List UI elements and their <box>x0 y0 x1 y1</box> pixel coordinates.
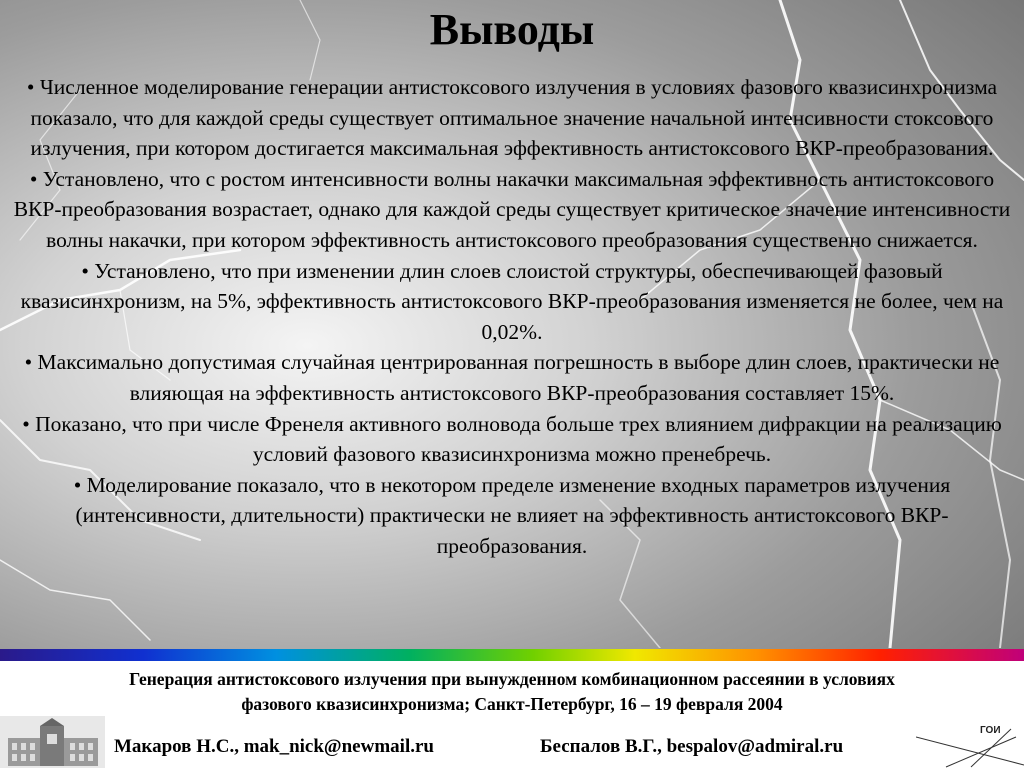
conference-title-line: фазового квазисинхронизма; Санкт-Петербург, 16 – 19 февраля 2004 <box>241 694 783 714</box>
conference-title <box>0 667 1024 717</box>
author-bespalov: Беспалов В.Г., bespalov@admiral.ru <box>540 736 844 757</box>
slide-content <box>10 72 1014 562</box>
slide-title: Выводы <box>429 5 595 54</box>
conference-title-line: Генерация антистоксового излучения при вынужденном комбинационном рассеянии в условиях <box>129 669 895 689</box>
goi-logo-text: ГОИ <box>980 725 1001 736</box>
author-makarov: Макаров Н.С., mak_nick@newmail.ru <box>114 736 434 757</box>
bullet-item: • Численное моделирование генерации антистоксового излучения в условиях фазового квазисинхронизма показало, что для каждой среды существует оптимальное значение начальной интенсивности стоксового излучения, при котором достигается максимальная эффективность антистоксового ВКР-преобразования. <box>26 75 998 161</box>
bullet-item: • Установлено, что при изменении длин слоев слоистой структуры, обеспечивающей фазовый квазисинхронизм, на 5%, эффективность антистоксового ВКР-преобразования изменяется не более, чем на 0,02%. <box>20 258 1004 344</box>
bullet-item: • Моделирование показало, что в некотором пределе изменение входных параметров излучения (интенсивности, длительности) практически не влияет на эффективность антистоксового ВКР-преобразования. <box>73 472 951 558</box>
bullet-item: • Установлено, что с ростом интенсивности волны накачки максимальная эффективность антистоксового ВКР-преобразования возрастает, однако для каждой среды существует критическое значение интенсивности волны накачки, при котором эффективность антистоксового преобразования существенно снижается. <box>13 166 1011 252</box>
footer <box>0 661 1024 768</box>
goi-logo-icon <box>916 721 1024 768</box>
building-icon <box>0 716 105 768</box>
rainbow-divider <box>0 649 1024 661</box>
bullet-item: • Максимально допустимая случайная центрированная погрешность в выборе длин слоев, практически не влияющая на эффективность антистоксового ВКР-преобразования составляет 15%. <box>24 350 1000 405</box>
bullet-item: • Показано, что при числе Френеля активного волновода больше трех влиянием дифракции на реализацию условий фазового квазисинхронизма можно пренебречь. <box>22 411 1002 467</box>
